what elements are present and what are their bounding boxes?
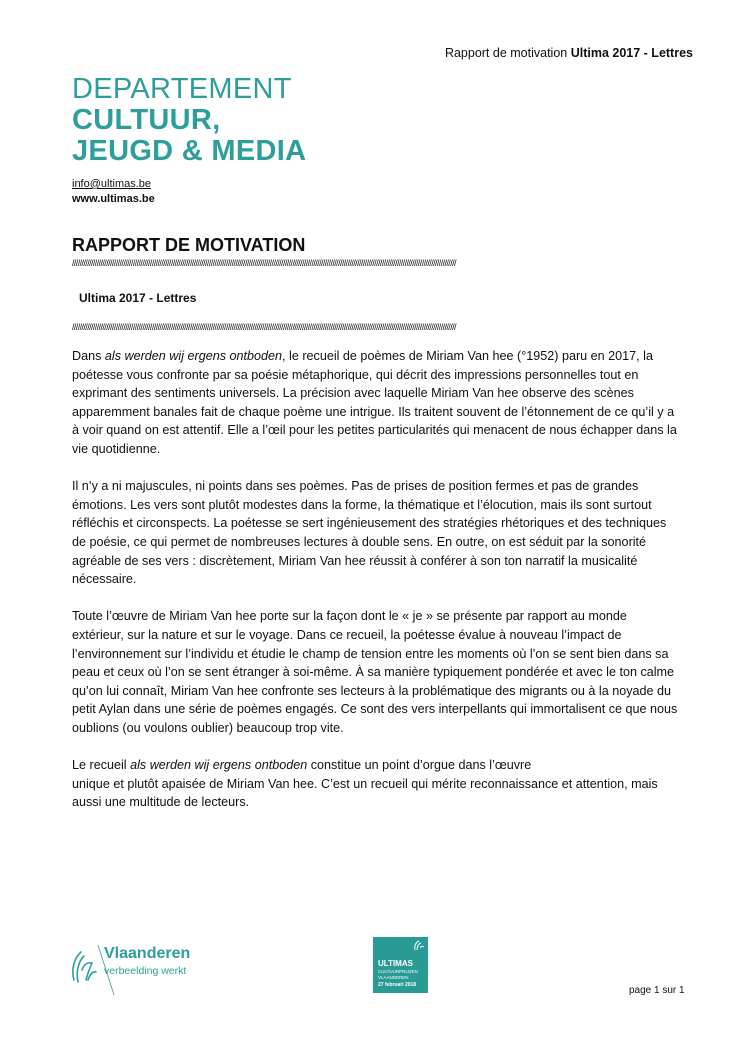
paragraph-2: Il n’y a ni majuscules, ni points dans ses poèmes. Pas de prises de position fermes et pas de grandes émotions. Les vers sont plutôt modestes dans la forme, la thématique et l’élocution, mais ils sont surtout réfléchis et circonspects. La poétesse se sert ingénieusement des stratégies rhétoriques et des techniques de poésie, ce qui permet de nombreuses lectures à double sens. En outre, on est séduit par la sonorité agréable de ses vers : discrètement, Miriam Van hee réussit à conférer à son ton narratif la musicalité nécessaire.: [72, 479, 667, 587]
header-prefix: Rapport de motivation: [444, 46, 568, 60]
department-line-2: CULTUUR,: [72, 104, 221, 136]
ultimas-title: ULTIMAS: [378, 959, 413, 968]
ultimas-date: 27 februari 2018: [378, 982, 417, 988]
separator-line: //////////////////////////////////////////////////////////////////////////////////////////////////////////////////////////////////////////////////////////////////////////////////////////////////////////: [72, 258, 456, 268]
document-subtitle: Ultima 2017 - Lettres: [79, 291, 197, 305]
document-title: RAPPORT DE MOTIVATION: [72, 235, 306, 255]
ultimas-subtitle-2: VLAANDEREN: [378, 975, 409, 980]
body-text: [72, 347, 682, 830]
vlaanderen-tagline: verbeelding werkt: [104, 965, 187, 977]
paragraph-1: Dans als werden wij ergens ontboden, le recueil de poèmes de Miriam Van hee (°1952) paru en 2017, la poétesse vous confronte par sa poésie métaphorique, qui décrit des impressions personnelles tout en exprimant des sentiments universels. La précision avec laquelle Miriam Van hee observe des scènes apparemment banales fait de chaque poème une intrigue. Ils traitent souvent de l’étonnement de ce qu’il y a à voir quand on est attentif. Elle a l’œil pour les petites particularités qui menacent de nous échapper dans la vie quotidienne.: [72, 349, 677, 456]
ultimas-subtitle-1: CULTUURPRIJZEN: [378, 969, 418, 974]
ultimas-logo-icon: [413, 940, 425, 952]
contact-block: [72, 177, 155, 207]
department-line-1: DEPARTEMENT: [72, 73, 292, 105]
website-link[interactable]: www.ultimas.be: [72, 193, 155, 205]
department-line-3: JEUGD & MEDIA: [72, 135, 307, 167]
email-link[interactable]: info@ultimas.be: [72, 178, 152, 190]
paragraph-4: Le recueil als werden wij ergens ontboden constitue un point d’orgue dans l’œuvre unique et plutôt apaisée de Miriam Van hee. C’est un recueil qui mérite reconnaissance et attention, mais aussi une multitude de lecteurs.: [72, 758, 658, 810]
department-logo: [72, 74, 306, 167]
vlaanderen-logo: [68, 940, 208, 1001]
vlaanderen-label: Vlaanderen: [104, 945, 191, 962]
page-number: page 1 sur 1: [629, 985, 685, 996]
separator-line: //////////////////////////////////////////////////////////////////////////////////////////////////////////////////////////////////////////////////////////////////////////////////////////////////////////: [72, 322, 456, 332]
header-bold: Ultima 2017 - Lettres: [570, 46, 693, 60]
page-header: [445, 46, 693, 60]
paragraph-3: Toute l’œuvre de Miriam Van hee porte sur la façon dont le « je » se présente par rapport au monde extérieur, sur la nature et sur le voyage. Dans ce recueil, la poétesse évalue à nouveau l’impact de l’environnement sur l’individu et étudie le champ de tension entre les moments où l’on se sent bien dans sa peau et ceux où l’on se sent étranger à soi-même. À sa manière typiquement pondérée et avec le ton calme qu’on lui connaît, Miriam Van hee confronte ses lecteurs à la problématique des migrants ou à la noyade du petit Aylan dans une série de poèmes engagés. Ce sont des vers interpellants qui immortalisent ce que nous oublions (ou voulons oublier) beaucoup trop vite.: [72, 609, 678, 735]
ultimas-logo: [373, 937, 428, 993]
